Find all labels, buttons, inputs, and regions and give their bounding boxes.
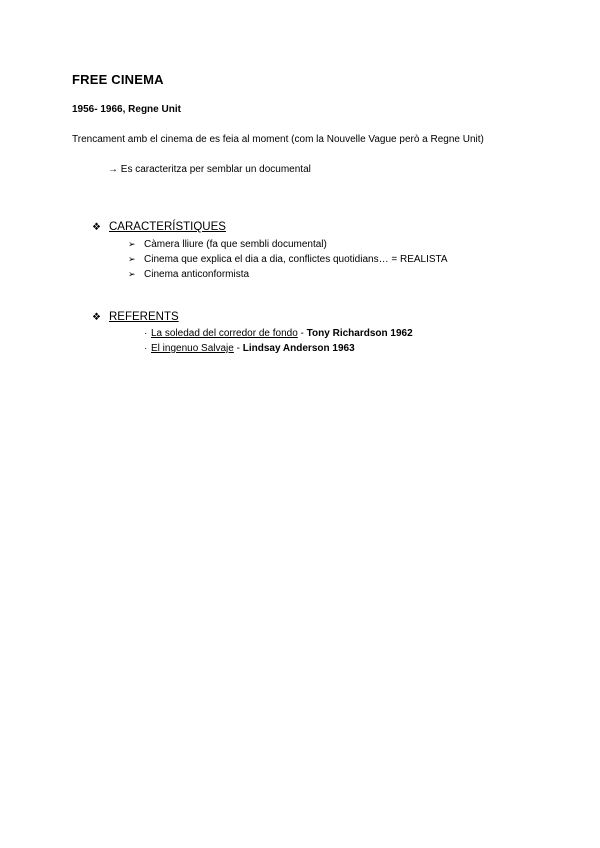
list-item [144,341,413,356]
list-item [144,326,413,341]
dot-bullet-icon: · [144,343,148,354]
arrow-note: → Es caracteritza per semblar un documental [108,164,311,175]
list-item [128,252,448,267]
document-title: FREE CINEMA [72,72,164,87]
diamond-bullet-icon: ❖ [92,312,101,323]
list-item-text: Cinema anticonformista [144,269,250,280]
referents-heading-label: REFERENTS [109,311,179,323]
arrowhead-bullet-icon: ➢ [128,254,136,264]
referents-list [144,326,413,356]
date-range: 1956- 1966, Regne Unit [72,104,181,115]
referents-heading [92,311,179,323]
arrowhead-bullet-icon: ➢ [128,269,136,279]
director-year: Tony Richardson 1962 [306,328,413,339]
dot-bullet-icon: · [144,328,148,339]
list-item-text: Càmera lliure (fa que sembli documental) [144,239,327,250]
separator: - [233,343,243,354]
director-year: Lindsay Anderson 1963 [242,343,355,354]
list-item [128,267,448,282]
film-title: El ingenuo Salvaje [151,343,234,354]
characteristics-heading [92,221,226,233]
intro-paragraph: Trencament amb el cinema de es feia al moment (com la Nouvelle Vague però a Regne Unit) [72,134,484,145]
arrowhead-bullet-icon: ➢ [128,239,136,249]
characteristics-heading-label: CARACTERÍSTIQUES [109,221,226,233]
separator: - [297,328,307,339]
list-item [128,237,448,252]
characteristics-list [128,237,448,282]
list-item-text: Cinema que explica el dia a dia, conflictes quotidians… = REALISTA [144,254,448,265]
diamond-bullet-icon: ❖ [92,222,101,233]
film-title: La soledad del corredor de fondo [151,328,298,339]
